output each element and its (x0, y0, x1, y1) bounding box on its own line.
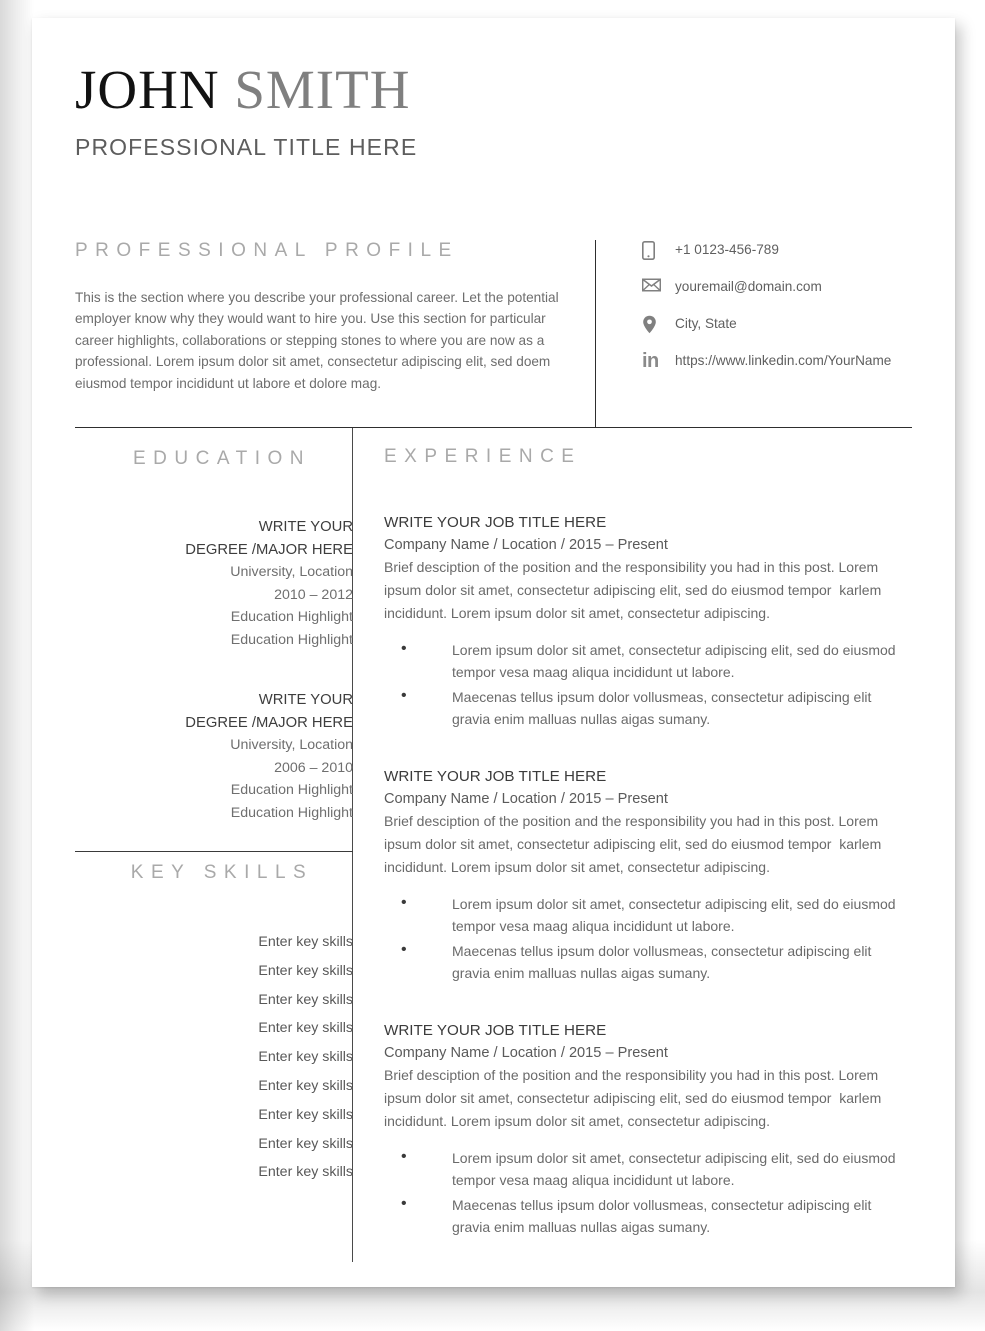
professional-title: PROFESSIONAL TITLE HERE (75, 134, 418, 160)
key-skill-item: Enter key skills (258, 1106, 353, 1123)
education-list (75, 516, 353, 824)
resume-page (32, 18, 955, 1287)
education-degree-line2: DEGREE /MAJOR HERE (185, 714, 353, 731)
education-entry (75, 689, 353, 824)
professional-profile-section (75, 240, 580, 394)
phone-value: +1 0123-456-789 (675, 242, 779, 257)
education-degree-line2: DEGREE /MAJOR HERE (185, 541, 353, 558)
key-skills-list (75, 928, 353, 1187)
experience-company-meta: Company Name / Location / 2015 – Present (384, 537, 668, 553)
key-skill-item: Enter key skills (258, 1077, 353, 1094)
contact-row-phone[interactable] (642, 240, 912, 260)
education-highlight: Education Highlight (230, 782, 353, 798)
education-dates: 2010 – 2012 (274, 586, 353, 603)
education-highlight: Education Highlight (230, 804, 353, 821)
education-heading: EDUCATION (133, 448, 311, 469)
key-skill-item: Enter key skills (258, 1049, 353, 1066)
experience-company-meta: Company Name / Location / 2015 – Present (384, 1044, 668, 1061)
education-highlight: Education Highlight (230, 609, 353, 625)
right-column (384, 446, 912, 1241)
contact-divider (595, 240, 596, 428)
experience-heading: EXPERIENCE (384, 446, 582, 467)
email-value: youremail@domain.com (675, 279, 822, 294)
experience-bullet: • Lorem ipsum dolor sit amet, consectetur adipiscing elit, sed do eiusmod tempor vesa maag aliqua incididunt ut labore. (384, 1147, 912, 1192)
contact-row-location[interactable] (642, 314, 912, 334)
education-dates: 2006 – 2010 (274, 759, 353, 776)
experience-description: Brief desciption of the position and the responsibility you had in this post. Lorem ipsum dolor sit amet, consectetur adipiscing elit, sed do eiusmod tempor karlem incididunt. Lorem ipsum dolor sit amet, consectetur adipiscing. (384, 559, 886, 622)
contact-row-email[interactable] (642, 277, 912, 297)
experience-description: Brief desciption of the position and the responsibility you had in this post. Lorem ipsum dolor sit amet, consectetur adipiscing elit, sed do eiusmod tempor karlem incididunt. Lorem ipsum dolor sit amet, consectetur adipiscing. (384, 1066, 886, 1130)
experience-bullet-list (384, 893, 912, 985)
education-entry (75, 516, 353, 651)
envelope-icon (642, 277, 672, 292)
location-pin-icon (642, 314, 672, 334)
resume-header (75, 60, 417, 161)
experience-job-title: WRITE YOUR JOB TITLE HERE (384, 1021, 607, 1039)
experience-bullet: • Maecenas tellus ipsum dolor vollusmeas, consectetur adipiscing elit gravia enim malluas nullas aigas sumany. (384, 940, 912, 985)
key-skill-item: Enter key skills (258, 1135, 353, 1152)
last-name: SMITH (234, 59, 411, 120)
first-name: JOHN (75, 59, 220, 120)
experience-company-meta: Company Name / Location / 2015 – Present (384, 790, 668, 807)
key-skill-item: Enter key skills (258, 934, 353, 950)
experience-bullet: • Maecenas tellus ipsum dolor vollusmeas, consectetur adipiscing elit gravia enim malluas nullas aigas sumany. (384, 686, 912, 731)
education-institution: University, Location (230, 737, 353, 753)
experience-list (384, 511, 912, 1239)
linkedin-icon: in (642, 350, 659, 372)
experience-bullet-list (384, 639, 912, 731)
key-skill-item: Enter key skills (258, 1020, 353, 1037)
education-degree-line1: WRITE YOUR (258, 519, 353, 535)
key-skill-item: Enter key skills (258, 991, 353, 1008)
left-column (75, 448, 353, 1187)
experience-entry (384, 765, 912, 985)
education-institution: University, Location (230, 564, 353, 580)
experience-bullet: • Maecenas tellus ipsum dolor vollusmeas, consectetur adipiscing elit gravia enim malluas nullas aigas sumany. (384, 1194, 912, 1239)
location-value: City, State (675, 316, 737, 331)
profile-text: This is the section where you describe your professional career. Let the potential employer know why they would want to hire you. Use this section for particular career highlights, collaborations or stepping stones to where you are now as a professional. Lorem ipsum dolor sit amet, consectetur adipiscing elit, sed doem eiusmod tempor incididunt ut labore et dolore mag. (75, 290, 559, 391)
key-skill-item: Enter key skills (258, 962, 353, 979)
key-skill-item: Enter key skills (258, 1164, 353, 1181)
education-degree-line1: WRITE YOUR (258, 692, 353, 708)
education-highlight: Education Highlight (230, 631, 353, 648)
contact-section (642, 240, 912, 371)
key-skills-heading: KEY SKILLS (130, 862, 314, 883)
candidate-name (75, 60, 417, 120)
experience-entry (384, 511, 912, 731)
experience-bullet: • Lorem ipsum dolor sit amet, consectetur adipiscing elit, sed do eiusmod tempor vesa maag aliqua incididunt ut labore. (384, 639, 912, 684)
experience-job-title: WRITE YOUR JOB TITLE HERE (384, 514, 607, 531)
experience-bullet-list (384, 1147, 912, 1239)
contact-row-linkedin[interactable] (642, 351, 912, 371)
experience-bullet: • Lorem ipsum dolor sit amet, consectetur adipiscing elit, sed do eiusmod tempor vesa maag aliqua incididunt ut labore. (384, 893, 912, 938)
experience-job-title: WRITE YOUR JOB TITLE HERE (384, 767, 607, 785)
mobile-phone-icon (642, 240, 672, 260)
profile-heading: PROFESSIONAL PROFILE (75, 240, 459, 261)
experience-description: Brief desciption of the position and the responsibility you had in this post. Lorem ipsum dolor sit amet, consectetur adipiscing elit, sed do eiusmod tempor karlem incididunt. Lorem ipsum dolor sit amet, consectetur adipiscing. (384, 812, 886, 876)
header-divider (75, 427, 912, 428)
experience-entry (384, 1019, 912, 1239)
linkedin-value: https://www.linkedin.com/YourName (675, 353, 892, 368)
